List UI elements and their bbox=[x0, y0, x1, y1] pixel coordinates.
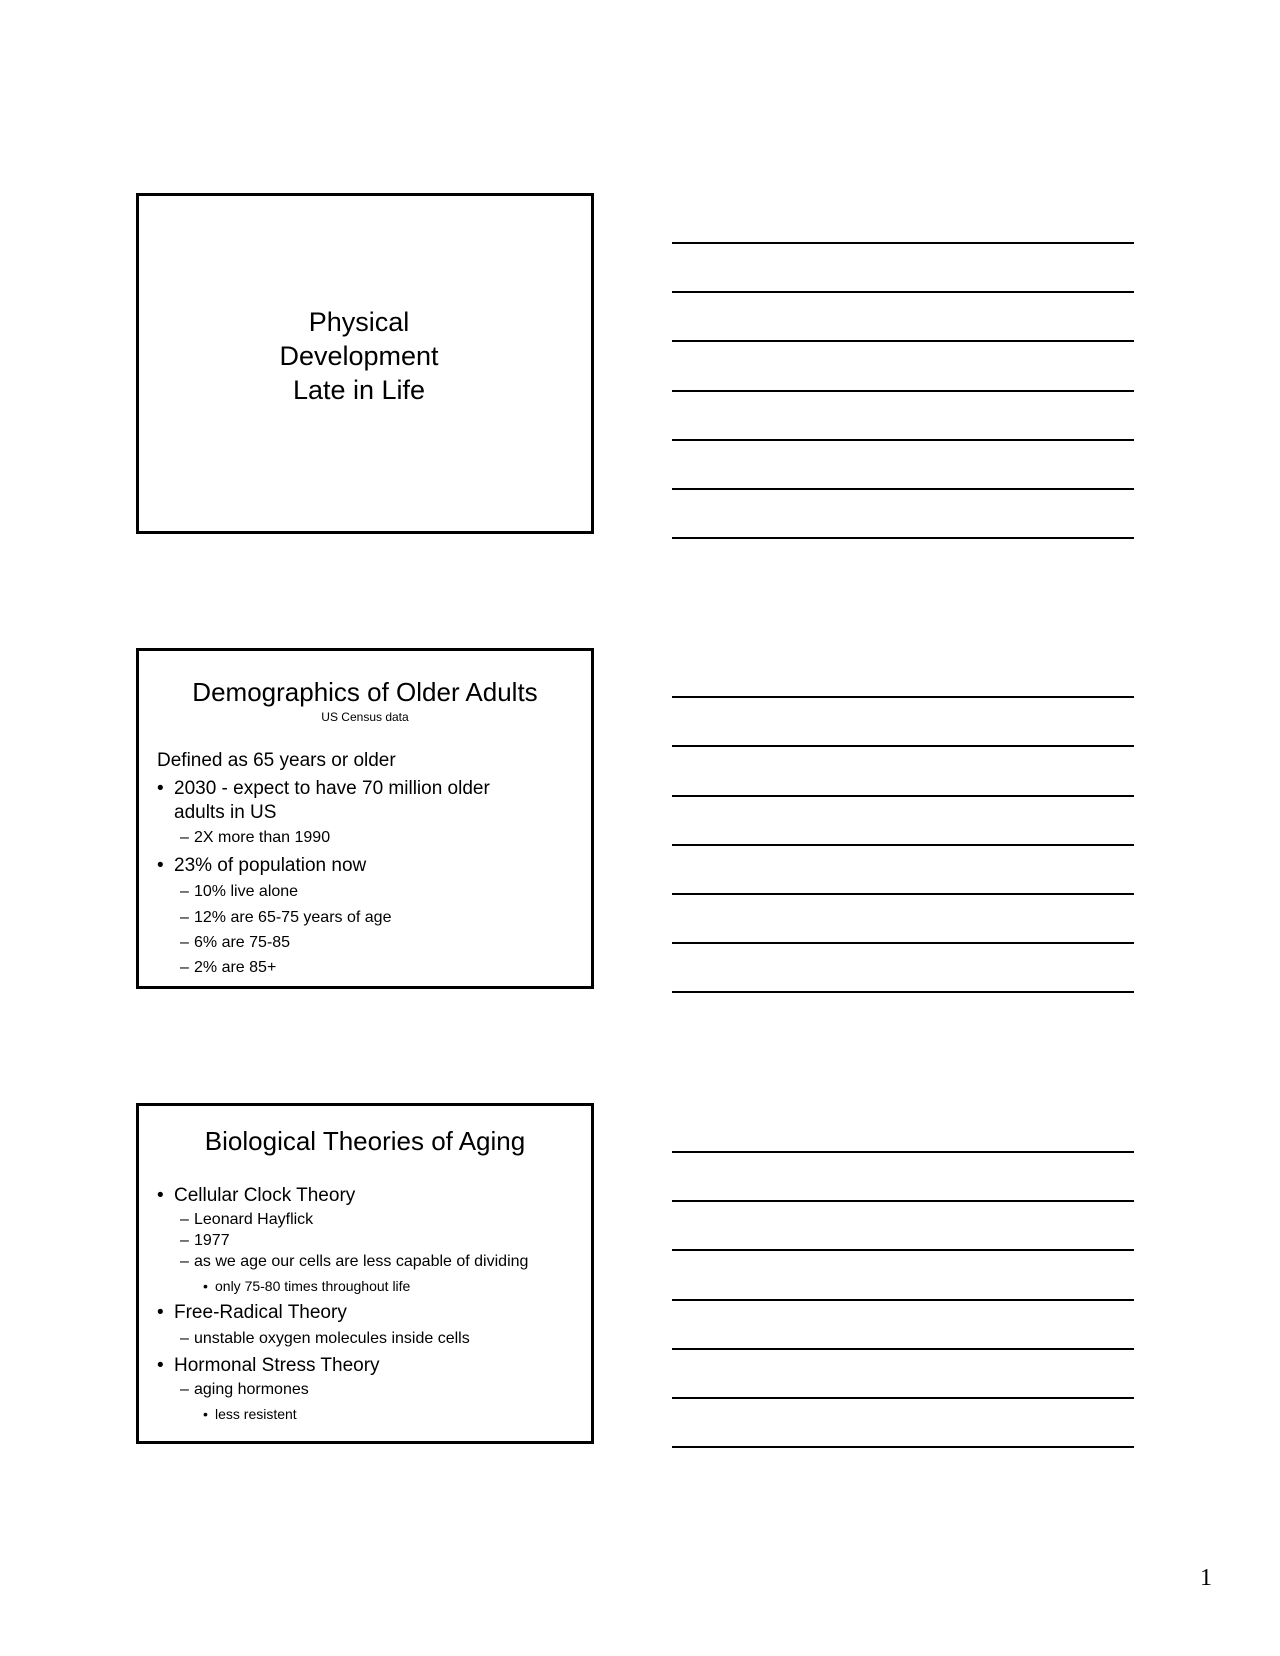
sub-bullet: 2X more than 1990 bbox=[194, 829, 331, 846]
sub-bullet: 10% live alone bbox=[194, 883, 299, 900]
bullet-marker: • bbox=[157, 1302, 164, 1323]
bullet-marker: • bbox=[157, 1355, 164, 1376]
dash-marker: – bbox=[180, 959, 189, 976]
slide-1 bbox=[136, 193, 594, 534]
bullet-marker: • bbox=[157, 778, 164, 799]
dash-marker: – bbox=[180, 1381, 189, 1398]
note-line bbox=[672, 1348, 1134, 1350]
sub-bullet: Leonard Hayflick bbox=[194, 1211, 314, 1228]
dash-marker: – bbox=[180, 934, 189, 951]
title-line: Physical bbox=[308, 307, 410, 337]
title-line: Development bbox=[279, 341, 439, 371]
dash-marker: – bbox=[180, 1232, 189, 1249]
sub-bullet: 6% are 75-85 bbox=[194, 934, 291, 951]
intro-text: Defined as 65 years or older bbox=[157, 750, 396, 771]
note-line bbox=[672, 537, 1134, 539]
bullet-marker: • bbox=[157, 1185, 164, 1206]
note-line bbox=[672, 1249, 1134, 1251]
sub-sub-marker: • bbox=[203, 1406, 208, 1422]
bullet-text: 23% of population now bbox=[174, 855, 367, 876]
note-line bbox=[672, 745, 1134, 747]
note-line bbox=[672, 795, 1134, 797]
note-line bbox=[672, 242, 1134, 244]
note-line bbox=[672, 942, 1134, 944]
slide-1-title bbox=[139, 305, 579, 407]
bullet-text: Cellular Clock Theory bbox=[174, 1185, 356, 1206]
dash-marker: – bbox=[180, 1211, 189, 1228]
sub-bullet: 2% are 85+ bbox=[194, 959, 277, 976]
dash-marker: – bbox=[180, 909, 189, 926]
bullet-text-cont: adults in US bbox=[174, 802, 277, 823]
bullet-text: 2030 - expect to have 70 million older bbox=[174, 778, 490, 799]
note-line bbox=[672, 291, 1134, 293]
dash-marker: – bbox=[180, 1253, 189, 1270]
sub-bullet: 12% are 65-75 years of age bbox=[194, 909, 392, 926]
note-line bbox=[672, 893, 1134, 895]
bullet-text: Hormonal Stress Theory bbox=[174, 1355, 380, 1376]
slide-2-subtitle: US Census data bbox=[321, 710, 409, 724]
note-line bbox=[672, 844, 1134, 846]
dash-marker: – bbox=[180, 1330, 189, 1347]
sub-sub-bullet: less resistent bbox=[215, 1406, 297, 1422]
note-line bbox=[672, 1151, 1134, 1153]
note-line bbox=[672, 696, 1134, 698]
sub-sub-marker: • bbox=[203, 1278, 208, 1294]
note-line bbox=[672, 439, 1134, 441]
slide-2-title: Demographics of Older Adults bbox=[192, 677, 538, 707]
note-line bbox=[672, 991, 1134, 993]
note-line bbox=[672, 1446, 1134, 1448]
sub-bullet: 1977 bbox=[194, 1232, 230, 1249]
note-line bbox=[672, 1200, 1134, 1202]
slide-2 bbox=[136, 648, 594, 989]
title-line: Late in Life bbox=[292, 375, 426, 405]
note-line bbox=[672, 1397, 1134, 1399]
note-line bbox=[672, 390, 1134, 392]
note-line bbox=[672, 488, 1134, 490]
sub-bullet: as we age our cells are less capable of dividing bbox=[194, 1253, 529, 1270]
sub-bullet: aging hormones bbox=[194, 1381, 309, 1398]
sub-sub-bullet: only 75-80 times throughout life bbox=[215, 1278, 411, 1294]
note-line bbox=[672, 340, 1134, 342]
bullet-marker: • bbox=[157, 855, 164, 876]
dash-marker: – bbox=[180, 883, 189, 900]
note-line bbox=[672, 1299, 1134, 1301]
dash-marker: – bbox=[180, 829, 189, 846]
slide-3-title: Biological Theories of Aging bbox=[204, 1126, 526, 1156]
bullet-text: Free-Radical Theory bbox=[174, 1302, 347, 1323]
page-number: 1 bbox=[1200, 1565, 1212, 1591]
slide-3 bbox=[136, 1103, 594, 1444]
sub-bullet: unstable oxygen molecules inside cells bbox=[194, 1330, 470, 1347]
